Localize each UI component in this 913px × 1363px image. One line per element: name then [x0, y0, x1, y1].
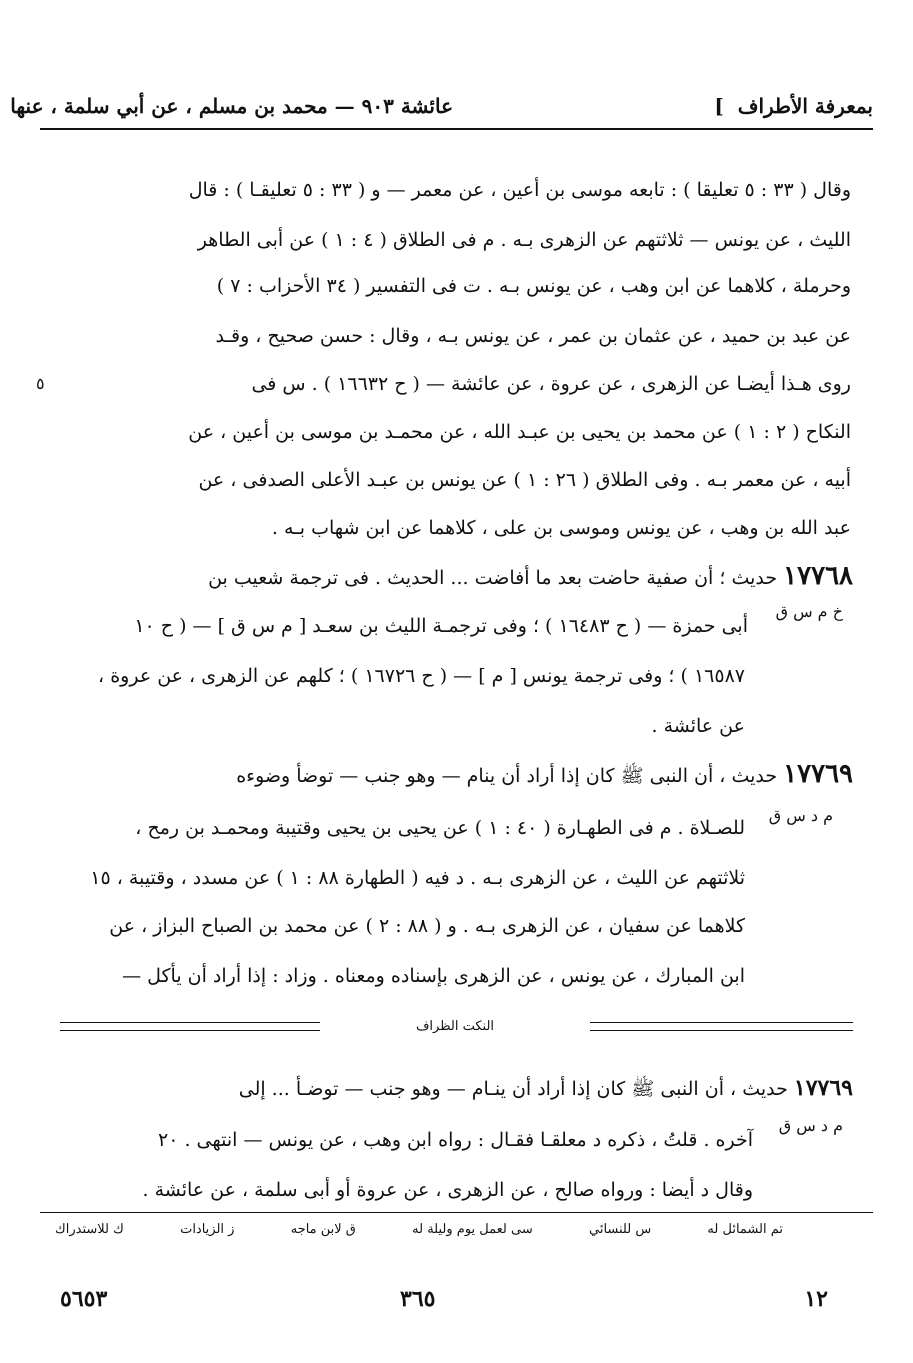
entry-line: آخره . قلتُ ، ذكره د معلقـا فقـال : رواه ابن وهب ، عن يونس — انتهى . ٢٠: [157, 1129, 753, 1151]
body-line: عبد الله بن وهب ، عن يونس وموسى بن على ، كلاهما عن ابن شهاب بـه .: [271, 517, 851, 539]
entry-line: أبى حمزة — ( ح ١٦٤٨٣ ) ؛ وفى ترجمـة الليث بن سعـد [ م س ق ] — ( ح ١٠: [134, 615, 748, 637]
abbreviation-key: [55, 1222, 783, 1244]
entry-number: ١٧٧٦٨: [783, 561, 853, 591]
body-line: عن عبد بن حميد ، عن عثمان بن عمر ، عن يونس بـه ، وقال : حسن صحيح ، وقـد: [215, 325, 851, 347]
abbr-item: ز الزيادات: [180, 1222, 235, 1237]
entry-line: كلاهما عن سفيان ، عن الزهرى بـه . و ( ٨٨ : ٢ ) عن محمد بن الصباح البزاز ، عن: [109, 915, 745, 937]
abbr-item: ك للاستدراك: [55, 1222, 124, 1237]
footnote-rule: [40, 1212, 873, 1213]
entry-line: عن عائشة .: [651, 715, 745, 737]
hadith-entry-17768: [60, 562, 853, 592]
body-line: أبيه ، عن معمر بـه . وفى الطلاق ( ٢٦ : ١ ) عن يونس بن عبـد الأعلى الصدفى ، عن: [198, 469, 851, 491]
body-line: النكاح ( ٢ : ١ ) عن محمد بن يحيى بن عبـد الله ، عن محمـد بن موسى بن أعين ، عن: [188, 421, 851, 443]
abbr-item: سى لعمل يوم وليلة له: [412, 1222, 533, 1237]
entry-line: وقال د أيضا : ورواه صالح ، عن الزهرى ، عن عروة أو أبى سلمة ، عن عائشة .: [142, 1179, 753, 1201]
nukat-entry-17769: [60, 1074, 853, 1103]
abbr-item: س للنسائي: [588, 1222, 652, 1237]
entry-sigla: م د س ق: [768, 806, 833, 825]
entry-sigla: خ م س ق: [775, 602, 843, 621]
entry-line: ١٦٥٨٧ ) ؛ وفى ترجمة يونس [ م ] — ( ح ١٦٧٢٦ ) ؛ كلهم عن الزهرى ، عن عروة ،: [98, 665, 745, 687]
body-line: وقال ( ٣٣ : ٥ تعليقا ) : تابعه موسى بن أعين ، عن معمر — و ( ٣٣ : ٥ تعليقـا ) : قال: [188, 179, 851, 201]
abbr-item: ق لابن ماجه: [290, 1222, 356, 1237]
entry-number: ١٧٧٦٩: [783, 759, 853, 789]
entry-text: حديث ، أن النبى ﷺ كان إذا أراد أن ينـام — وهو جنب — توضـأ ... إلى: [238, 1078, 788, 1100]
entry-text: حديث ، أن النبى ﷺ كان إذا أراد أن ينام — وهو جنب — توضأ وضوءه: [236, 765, 778, 787]
entry-text: حديث ؛ أن صفية حاضت بعد ما أفاضت ... الحديث . فى ترجمة شعيب بن: [208, 567, 778, 589]
entry-line: ابن المبارك ، عن يونس ، عن الزهرى بإسناده ومعناه . وزاد : إذا أراد أن يأكل —: [122, 965, 745, 987]
hadith-entry-17769: [60, 760, 853, 790]
divider-title-text: النكت الظراف: [415, 1019, 495, 1034]
margin-line-number: ٥: [36, 374, 45, 393]
header-bracket: ]: [707, 94, 731, 118]
body-line: وحرملة ، كلاهما عن ابن وهب ، عن يونس بـه . ت فى التفسير ( ٣٤ الأحزاب : ٧ ): [216, 275, 851, 297]
footer-page-number: ٣٦٥: [400, 1286, 436, 1312]
footer-serial-number: ٥٦٥٣: [60, 1286, 108, 1312]
entry-line: للصـلاة . م فى الطهـارة ( ٤٠ : ١ ) عن يحيى بن يحيى وقتيبة ومحمـد بن رمح ،: [135, 817, 745, 839]
body-line: الليث ، عن يونس — ثلاثتهم عن الزهرى بـه . م فى الطلاق ( ٤ : ١ ) عن أبى الطاهر: [197, 229, 851, 251]
body-line: روى هـذا أيضـا عن الزهرى ، عن عروة ، عن عائشة — ( ح ١٦٦٣٢ ) . س فى: [251, 373, 851, 395]
running-header: [707, 92, 873, 120]
abbr-item: تم الشمائل له: [707, 1222, 783, 1237]
footer-volume-number: ١٢: [804, 1286, 828, 1312]
divider-title: [320, 1016, 590, 1038]
entry-number: ١٧٧٦٩: [793, 1075, 853, 1101]
entry-sigla: م د س ق: [778, 1116, 843, 1135]
header-rule: [40, 128, 873, 130]
header-title: بمعرفة الأطراف: [737, 94, 873, 118]
entry-line: ثلاثتهم عن الليث ، عن الزهرى بـه . د فيه ( الطهارة ٨٨ : ١ ) عن مسدد ، وقتيبة ، ١٥: [90, 867, 745, 889]
header-center: عائشة ٩٠٣ — محمد بن مسلم ، عن أبي سلمة ، عنها: [10, 94, 453, 118]
